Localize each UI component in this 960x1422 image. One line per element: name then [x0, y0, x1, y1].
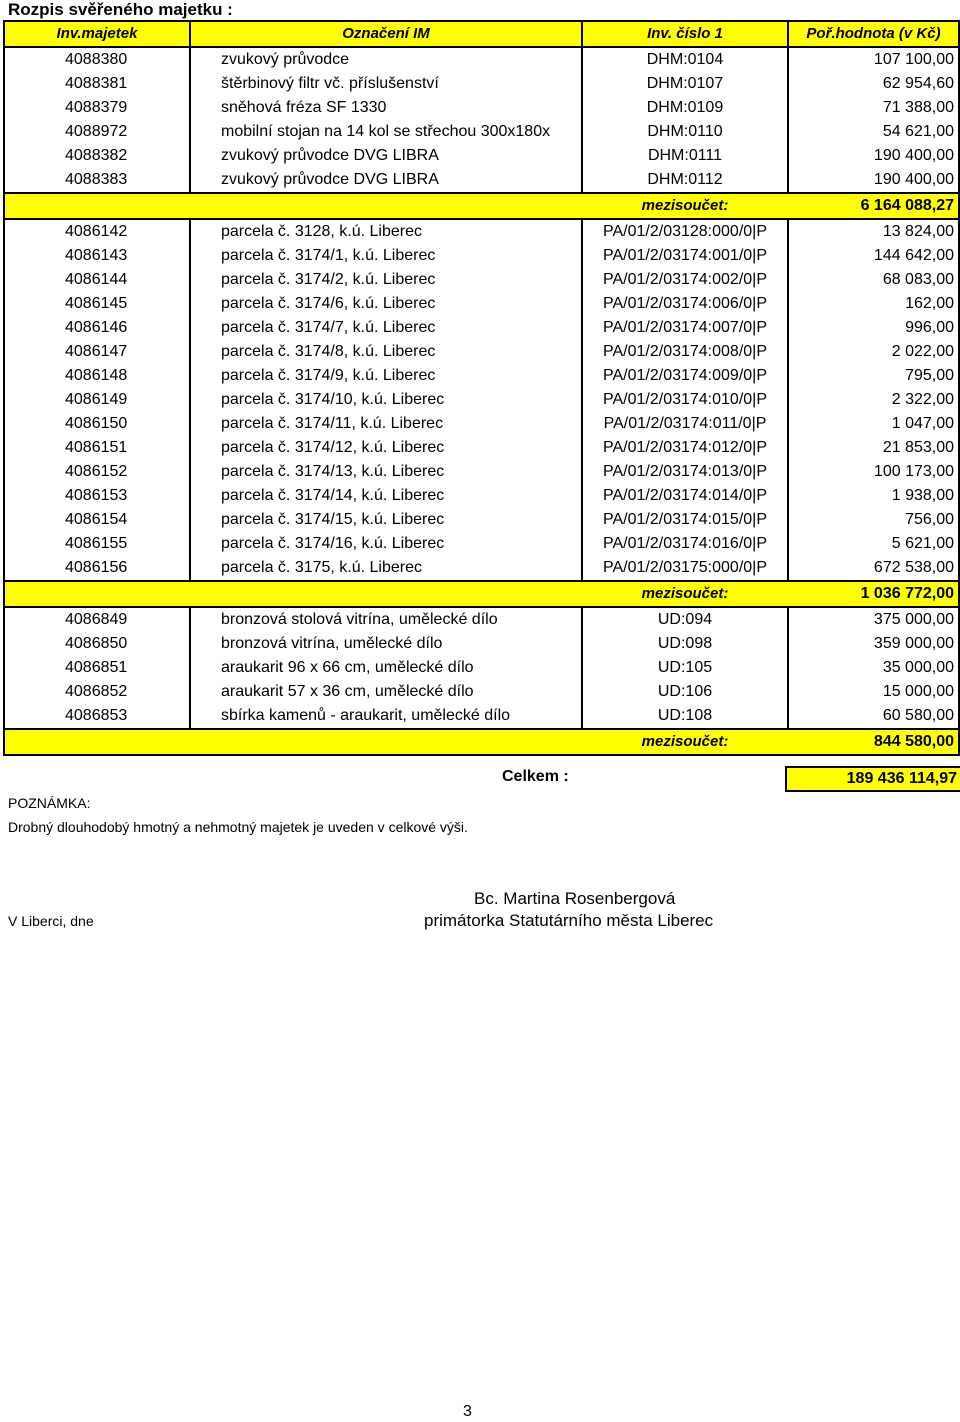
- cell-name: parcela č. 3174/7, k.ú. Liberec: [190, 316, 582, 340]
- table-row: [4, 436, 959, 460]
- cell-inv-number: DHM:0107: [582, 72, 788, 96]
- cell-inv: 4086153: [4, 484, 190, 508]
- cell-inv-number: DHM:0109: [582, 96, 788, 120]
- cell-name: mobilní stojan na 14 kol se střechou 300x180x: [190, 120, 582, 144]
- cell-name: parcela č. 3174/15, k.ú. Liberec: [190, 508, 582, 532]
- page-number: 3: [463, 1403, 472, 1420]
- cell-value: 21 853,00: [788, 436, 959, 460]
- table-row: [4, 532, 959, 556]
- subtotal-label: mezisoučet:: [582, 729, 788, 755]
- cell-name: parcela č. 3174/1, k.ú. Liberec: [190, 244, 582, 268]
- cell-name: sněhová fréza SF 1330: [190, 96, 582, 120]
- table-row: [4, 244, 959, 268]
- cell-inv: 4086143: [4, 244, 190, 268]
- cell-inv: 4086144: [4, 268, 190, 292]
- table-row: [4, 292, 959, 316]
- cell-name: parcela č. 3174/6, k.ú. Liberec: [190, 292, 582, 316]
- subtotal-row: [4, 193, 959, 219]
- cell-inv-number: UD:105: [582, 656, 788, 680]
- cell-name: araukarit 57 x 36 cm, umělecké dílo: [190, 680, 582, 704]
- table-row: [4, 556, 959, 581]
- table-row: [4, 72, 959, 96]
- table-row: [4, 632, 959, 656]
- cell-value: 375 000,00: [788, 607, 959, 632]
- table-row: [4, 656, 959, 680]
- cell-inv-number: DHM:0111: [582, 144, 788, 168]
- table-row: [4, 168, 959, 193]
- cell-value: 1 047,00: [788, 412, 959, 436]
- cell-value: 190 400,00: [788, 144, 959, 168]
- table-row: [4, 508, 959, 532]
- note-text: Drobný dlouhodobý hmotný a nehmotný majetek je uveden v celkové výši.: [8, 819, 468, 835]
- cell-inv: 4088383: [4, 168, 190, 193]
- cell-inv-number: PA/01/2/03174:015/0|P: [582, 508, 788, 532]
- cell-inv: 4086849: [4, 607, 190, 632]
- cell-inv: 4086852: [4, 680, 190, 704]
- cell-name: štěrbinový filtr vč. příslušenství: [190, 72, 582, 96]
- cell-inv: 4088380: [4, 47, 190, 72]
- cell-inv: 4086148: [4, 364, 190, 388]
- cell-name: parcela č. 3174/12, k.ú. Liberec: [190, 436, 582, 460]
- subtotal-label: mezisoučet:: [582, 193, 788, 219]
- cell-value: 60 580,00: [788, 704, 959, 729]
- cell-value: 996,00: [788, 316, 959, 340]
- table-row: [4, 96, 959, 120]
- cell-inv: 4086146: [4, 316, 190, 340]
- note-title: POZNÁMKA:: [8, 795, 91, 811]
- cell-value: 795,00: [788, 364, 959, 388]
- subtotal-value: 1 036 772,00: [788, 581, 959, 607]
- header-oznaceni: Označení IM: [190, 21, 582, 47]
- cell-value: 35 000,00: [788, 656, 959, 680]
- header-hodnota: Poř.hodnota (v Kč): [788, 21, 959, 47]
- cell-inv: 4086142: [4, 219, 190, 244]
- cell-value: 190 400,00: [788, 168, 959, 193]
- table-header: [4, 21, 959, 47]
- total-value: 189 436 114,97: [785, 766, 960, 792]
- asset-table: [3, 20, 960, 756]
- cell-inv: 4086152: [4, 460, 190, 484]
- subtotal-value: 844 580,00: [788, 729, 959, 755]
- cell-value: 756,00: [788, 508, 959, 532]
- cell-value: 15 000,00: [788, 680, 959, 704]
- table-row: [4, 316, 959, 340]
- table-row: [4, 364, 959, 388]
- cell-name: bronzová stolová vitrína, umělecké dílo: [190, 607, 582, 632]
- cell-inv: 4086154: [4, 508, 190, 532]
- cell-name: parcela č. 3174/16, k.ú. Liberec: [190, 532, 582, 556]
- cell-inv-number: PA/01/2/03174:006/0|P: [582, 292, 788, 316]
- cell-name: sbírka kamenů - araukarit, umělecké dílo: [190, 704, 582, 729]
- cell-value: 68 083,00: [788, 268, 959, 292]
- total-label: Celkem :: [502, 768, 569, 785]
- cell-name: parcela č. 3175, k.ú. Liberec: [190, 556, 582, 581]
- cell-name: parcela č. 3128, k.ú. Liberec: [190, 219, 582, 244]
- cell-inv: 4086851: [4, 656, 190, 680]
- cell-value: 71 388,00: [788, 96, 959, 120]
- cell-inv-number: PA/01/2/03174:010/0|P: [582, 388, 788, 412]
- cell-inv: 4088972: [4, 120, 190, 144]
- cell-inv: 4086149: [4, 388, 190, 412]
- subtotal-value: 6 164 088,27: [788, 193, 959, 219]
- table-row: [4, 680, 959, 704]
- cell-name: parcela č. 3174/14, k.ú. Liberec: [190, 484, 582, 508]
- subtotal-row: [4, 729, 959, 755]
- cell-inv: 4086150: [4, 412, 190, 436]
- cell-inv-number: PA/01/2/03174:013/0|P: [582, 460, 788, 484]
- cell-inv-number: UD:106: [582, 680, 788, 704]
- table-row: [4, 268, 959, 292]
- cell-inv-number: PA/01/2/03174:014/0|P: [582, 484, 788, 508]
- cell-name: parcela č. 3174/8, k.ú. Liberec: [190, 340, 582, 364]
- table-row: [4, 47, 959, 72]
- cell-inv-number: DHM:0110: [582, 120, 788, 144]
- cell-inv-number: PA/01/2/03174:011/0|P: [582, 412, 788, 436]
- table-row: [4, 412, 959, 436]
- cell-inv-number: PA/01/2/03174:002/0|P: [582, 268, 788, 292]
- cell-inv-number: PA/01/2/03128:000/0|P: [582, 219, 788, 244]
- subtotal-label: mezisoučet:: [582, 581, 788, 607]
- cell-inv-number: UD:098: [582, 632, 788, 656]
- cell-value: 2 322,00: [788, 388, 959, 412]
- signer-name: Bc. Martina Rosenbergová: [474, 889, 676, 908]
- cell-name: parcela č. 3174/9, k.ú. Liberec: [190, 364, 582, 388]
- table-row: [4, 484, 959, 508]
- cell-inv: 4086151: [4, 436, 190, 460]
- cell-inv-number: PA/01/2/03174:016/0|P: [582, 532, 788, 556]
- cell-value: 5 621,00: [788, 532, 959, 556]
- cell-value: 144 642,00: [788, 244, 959, 268]
- cell-name: bronzová vitrína, umělecké dílo: [190, 632, 582, 656]
- cell-inv-number: PA/01/2/03174:009/0|P: [582, 364, 788, 388]
- cell-inv: 4088379: [4, 96, 190, 120]
- cell-inv-number: UD:108: [582, 704, 788, 729]
- cell-inv: 4086155: [4, 532, 190, 556]
- cell-inv-number: PA/01/2/03174:007/0|P: [582, 316, 788, 340]
- cell-inv: 4086850: [4, 632, 190, 656]
- cell-value: 100 173,00: [788, 460, 959, 484]
- page-title: Rozpis svěřeného majetku :: [8, 0, 233, 19]
- cell-name: zvukový průvodce: [190, 47, 582, 72]
- cell-inv-number: PA/01/2/03174:008/0|P: [582, 340, 788, 364]
- signer-role: primátorka Statutárního města Liberec: [424, 911, 714, 930]
- table-row: [4, 388, 959, 412]
- place-date: V Liberci, dne: [8, 913, 94, 929]
- cell-name: parcela č. 3174/10, k.ú. Liberec: [190, 388, 582, 412]
- cell-inv: 4088382: [4, 144, 190, 168]
- cell-value: 672 538,00: [788, 556, 959, 581]
- cell-inv-number: PA/01/2/03175:000/0|P: [582, 556, 788, 581]
- table-row: [4, 144, 959, 168]
- table-row: [4, 340, 959, 364]
- cell-inv-number: DHM:0112: [582, 168, 788, 193]
- table-row: [4, 607, 959, 632]
- cell-inv-number: PA/01/2/03174:001/0|P: [582, 244, 788, 268]
- cell-value: 107 100,00: [788, 47, 959, 72]
- cell-name: araukarit 96 x 66 cm, umělecké dílo: [190, 656, 582, 680]
- cell-inv-number: PA/01/2/03174:012/0|P: [582, 436, 788, 460]
- table-row: [4, 120, 959, 144]
- cell-inv-number: DHM:0104: [582, 47, 788, 72]
- header-inv-majetek: Inv.majetek: [4, 21, 190, 47]
- cell-value: 62 954,60: [788, 72, 959, 96]
- table-row: [4, 704, 959, 729]
- table-row: [4, 460, 959, 484]
- cell-inv: 4086853: [4, 704, 190, 729]
- cell-value: 359 000,00: [788, 632, 959, 656]
- cell-value: 13 824,00: [788, 219, 959, 244]
- cell-inv: 4088381: [4, 72, 190, 96]
- cell-inv: 4086145: [4, 292, 190, 316]
- cell-inv: 4086156: [4, 556, 190, 581]
- cell-name: parcela č. 3174/13, k.ú. Liberec: [190, 460, 582, 484]
- table-row: [4, 219, 959, 244]
- cell-value: 1 938,00: [788, 484, 959, 508]
- cell-inv: 4086147: [4, 340, 190, 364]
- cell-value: 2 022,00: [788, 340, 959, 364]
- header-inv-cislo: Inv. číslo 1: [582, 21, 788, 47]
- cell-name: zvukový průvodce DVG LIBRA: [190, 168, 582, 193]
- cell-value: 54 621,00: [788, 120, 959, 144]
- cell-value: 162,00: [788, 292, 959, 316]
- cell-inv-number: UD:094: [582, 607, 788, 632]
- subtotal-row: [4, 581, 959, 607]
- cell-name: parcela č. 3174/2, k.ú. Liberec: [190, 268, 582, 292]
- cell-name: parcela č. 3174/11, k.ú. Liberec: [190, 412, 582, 436]
- cell-name: zvukový průvodce DVG LIBRA: [190, 144, 582, 168]
